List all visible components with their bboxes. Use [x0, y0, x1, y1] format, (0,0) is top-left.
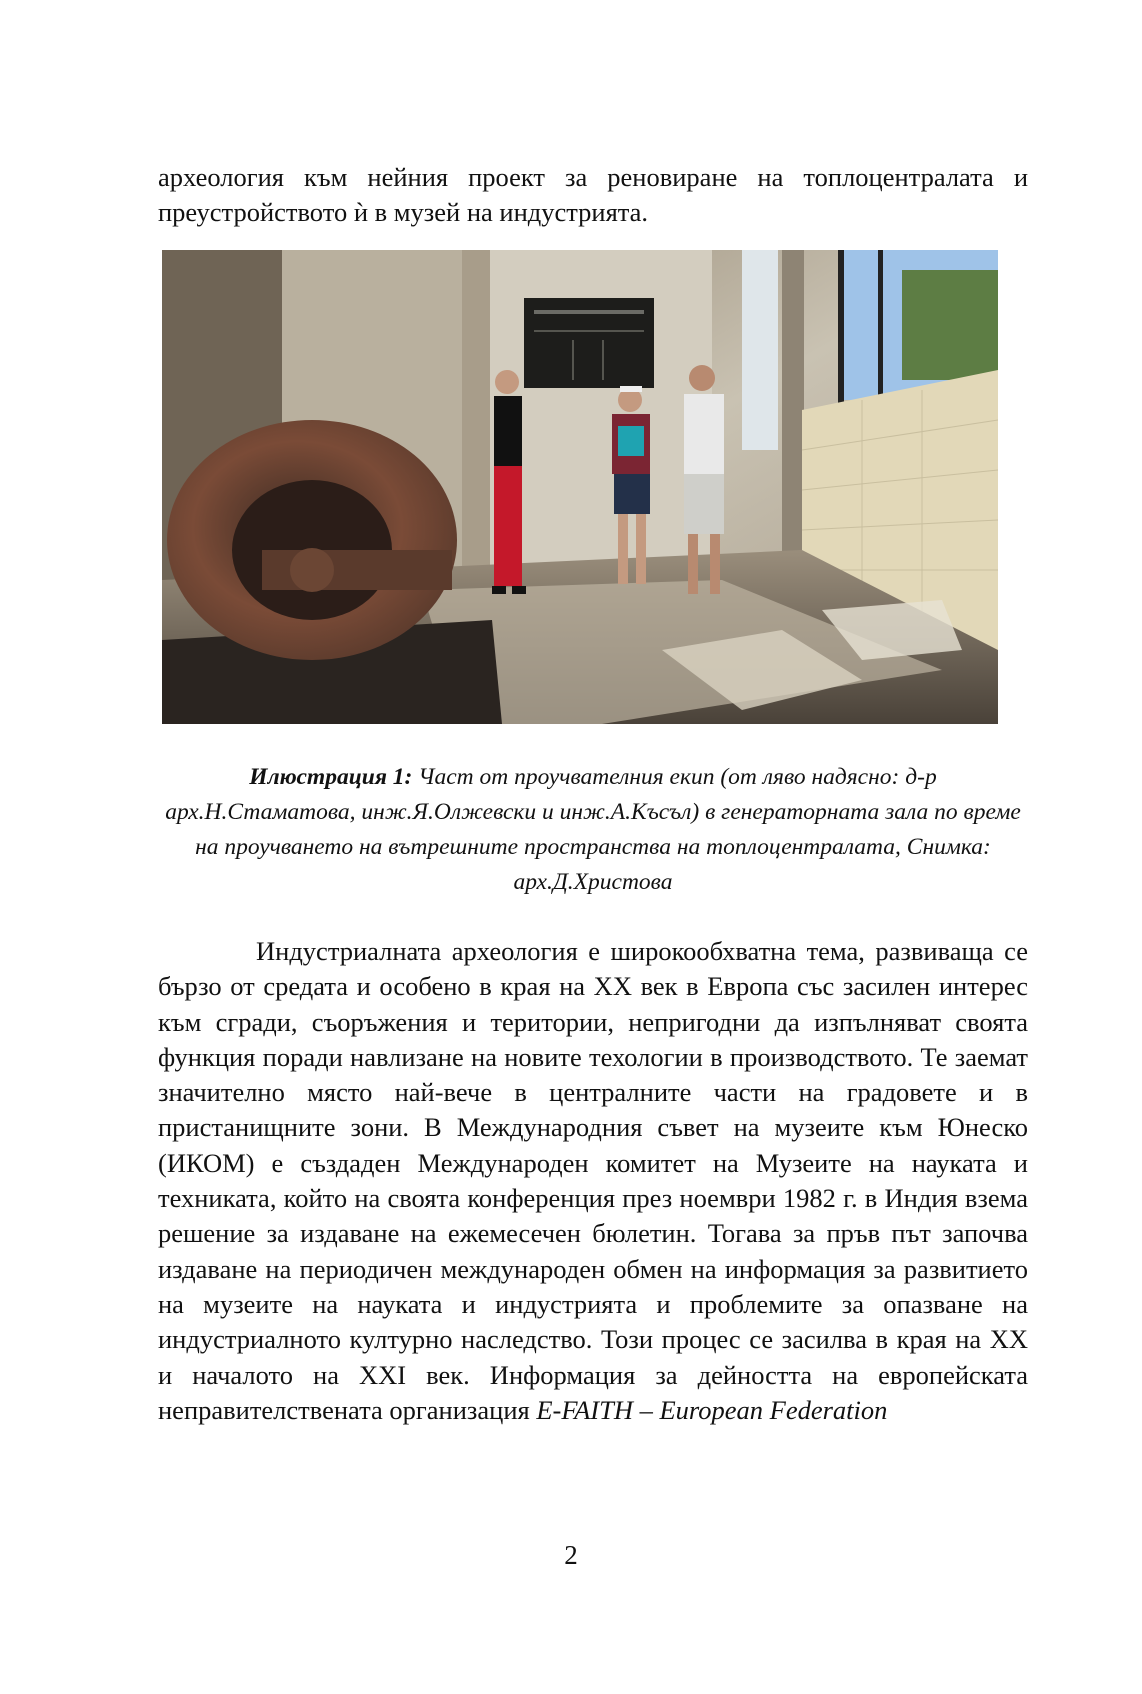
- figure-caption: [158, 760, 1028, 900]
- body-paragraph: [158, 934, 1028, 1428]
- caption-label: Илюстрация 1:: [249, 764, 413, 790]
- photo-illustration: [162, 250, 998, 724]
- intro-paragraph: [158, 160, 1028, 231]
- body-text-emphasis: E-FAITH – European Federation: [536, 1394, 888, 1425]
- body-paragraph-text: [158, 934, 1028, 1428]
- body-text-main: Индустриалната археология е широкообхватна тема, развиваща се бързо от средата и особено в края на XX век в Европа със засилен интерес към сгради, съоръжения и територии, непригодни да изпълняват своята функция поради навлизане на новите техологии в производството. Те заемат значително място най-вече в централните части на градовете и в пристанищните зони. В Международния съвет на музеите към Юнеско (ИКОМ) е създаден Международен комитет на Музеите на науката и техниката, който на своята конференция през ноември 1982 г. в Индия взема решение за издаване на ежемесечен бюлетин. Тогава за пръв път започва издаване на периодичен международен обмен на информация за развитието на музеите на науката и индустрията и проблемите за опазване на индустриалното културно наследство. Този процес се засилва в края на XX и началото на XXI век. Информация за дейността на европейската неправителствената организация: [158, 936, 1028, 1425]
- page-number: 2: [564, 1540, 578, 1570]
- caption-text: Част от проучвателния екип (от ляво надясно: д-р арх.Н.Стаматова, инж.Я.Олжевски и инж.А.Късъл) в генераторната зала по време на проучването на вътрешните пространства на топлоцентралата, Снимка: арх.Д.Христова: [165, 764, 1021, 895]
- intro-text: археология към нейния проект за реновиране на топлоцентралата и преустройството ѝ в музей на индустрията.: [158, 162, 1028, 228]
